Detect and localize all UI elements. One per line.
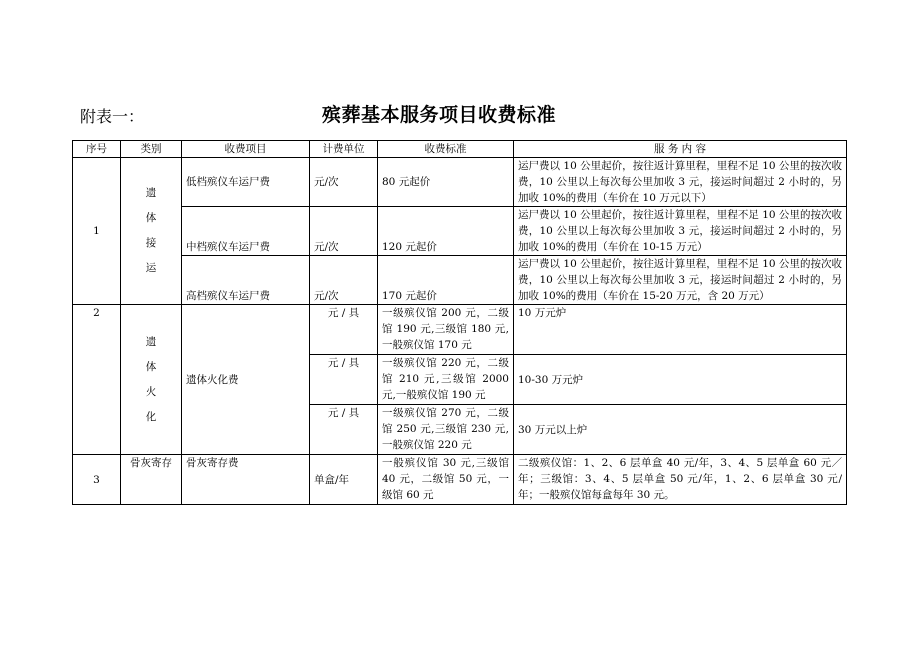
fee-item: 低档殡仪车运尸费 (182, 158, 310, 207)
fee-standard: 一级殡仪馆 200 元，二级馆 190 元,三级馆 180 元,一般殡仪馆 170 元 (378, 305, 514, 355)
table-row (73, 256, 847, 305)
service-content: 运尸费以 10 公里起价，按往返计算里程，里程不足 10 公里的按次收费，10 公里以上每次每公里加收 3 元，接运时间超过 2 小时的，另加收 10%的费用（车价在 10-15 万元） (514, 207, 847, 256)
fee-standard: 一般殡仪馆 30 元,三级馆 40 元，二级馆 50 元，一级馆 60 元 (378, 455, 514, 505)
category-body-transport (121, 158, 182, 305)
category-char: 体 (145, 360, 157, 373)
row-number-3: 3 (73, 455, 121, 505)
billing-unit: 元/次 (310, 158, 378, 207)
category-char: 体 (145, 212, 157, 224)
row-number-2: 2 (73, 305, 121, 455)
service-content: 二级殡仪馆：1、2、6 层单盒 40 元/年，3、4、5 层单盒 60 元／年；三级馆：3、4、5 层单盒 50 元/年，1、2、6 层单盒 30 元/年；一般殡仪馆每盒每年 30 元。 (514, 455, 847, 505)
category-char: 火 (145, 385, 157, 398)
service-content: 10 万元炉 (514, 305, 847, 355)
billing-unit: 元 / 具 (310, 355, 378, 405)
category-ash-storage: 骨灰寄存 (121, 455, 182, 505)
column-header-content: 服 务 内 容 (514, 141, 847, 158)
column-header-item: 收费项目 (182, 141, 310, 158)
billing-unit: 元/次 (310, 207, 378, 256)
category-char: 接 (145, 237, 157, 249)
annex-label: 附表一： (80, 107, 145, 126)
category-body-cremation (121, 305, 182, 455)
fee-standard: 一级殡仪馆 270 元，二级馆 250 元,三级馆 230 元,一般殡仪馆 220 元 (378, 405, 514, 455)
table-row (73, 158, 847, 207)
column-header-standard: 收费标准 (378, 141, 514, 158)
fee-standard: 80 元起价 (378, 158, 514, 207)
fee-item: 高档殡仪车运尸费 (182, 256, 310, 305)
billing-unit: 元 / 具 (310, 405, 378, 455)
fee-item: 中档殡仪车运尸费 (182, 207, 310, 256)
column-header-category: 类别 (121, 141, 182, 158)
service-content: 30 万元以上炉 (514, 405, 847, 455)
service-content: 运尸费以 10 公里起价，按往返计算里程，里程不足 10 公里的按次收费，10 公里以上每次每公里加收 3 元，接运时间超过 2 小时的，另加收 10%的费用（车价在 15-20 万元，含 20 万元） (514, 256, 847, 305)
fee-item: 遗体火化费 (182, 305, 310, 455)
category-char: 遗 (145, 187, 157, 199)
table-row (73, 305, 847, 355)
fee-item: 骨灰寄存费 (182, 455, 310, 505)
billing-unit: 单盒/年 (310, 455, 378, 505)
table-row (73, 455, 847, 505)
service-content: 10-30 万元炉 (514, 355, 847, 405)
service-content: 运尸费以 10 公里起价，按往返计算里程，里程不足 10 公里的按次收费，10 公里以上每次每公里加收 3 元，接运时间超过 2 小时的，另加收 10%的费用（车价在 10 万元以下） (514, 158, 847, 207)
fee-standard: 一级殡仪馆 220 元，二级馆 210 元,三级馆 2000 元,一般殡仪馆 190 元 (378, 355, 514, 405)
billing-unit: 元/次 (310, 256, 378, 305)
column-header-unit: 计费单位 (310, 141, 378, 158)
billing-unit: 元 / 具 (310, 305, 378, 355)
document-title: 殡葬基本服务项目收费标准 (322, 104, 557, 126)
category-char: 运 (145, 262, 157, 274)
category-char: 遗 (145, 335, 157, 348)
table-header-row (73, 141, 847, 158)
row-number-1: 1 (73, 158, 121, 305)
table-row (73, 207, 847, 256)
fee-standards-table (72, 140, 847, 505)
fee-standard: 170 元起价 (378, 256, 514, 305)
fee-standard: 120 元起价 (378, 207, 514, 256)
column-header-number: 序号 (73, 141, 121, 158)
category-char: 化 (145, 410, 157, 423)
